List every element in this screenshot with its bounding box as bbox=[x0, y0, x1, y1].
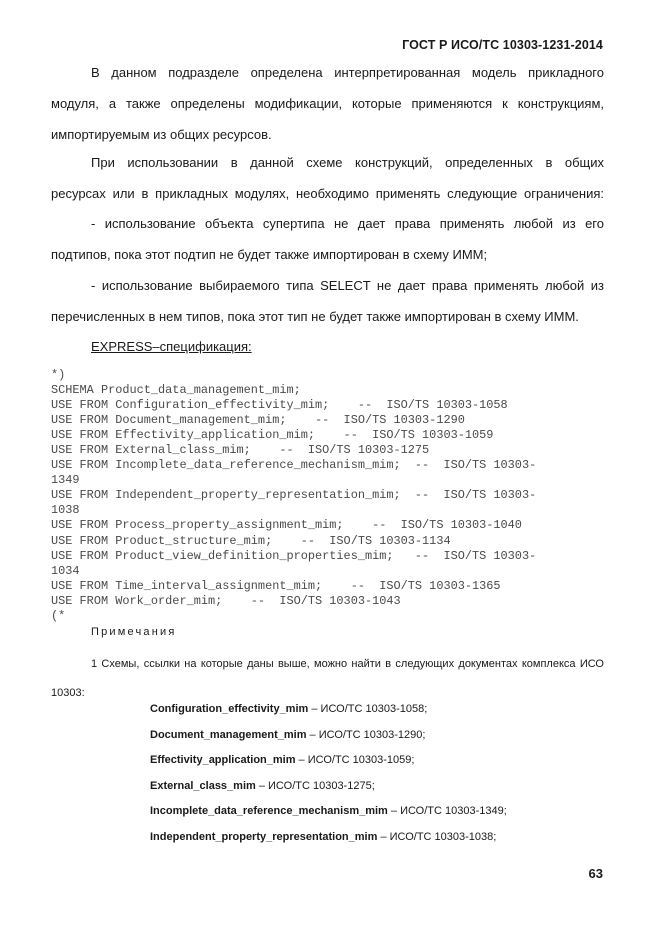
express-spec-heading: EXPRESS–спецификация: bbox=[91, 339, 252, 354]
schema-document: – ИСО/ТС 10303-1058; bbox=[308, 703, 428, 715]
text-line: 10303: bbox=[51, 687, 85, 699]
reference-item bbox=[150, 700, 507, 726]
schema-name: Incomplete_data_reference_mechanism_mim bbox=[150, 805, 388, 817]
schema-name: Configuration_effectivity_mim bbox=[150, 703, 309, 715]
code-line: *) bbox=[51, 368, 66, 382]
reference-item bbox=[150, 828, 507, 854]
text-line: При использовании в данной схеме конструкций, определенных в общих bbox=[91, 155, 604, 170]
text-line: - использование объекта супертипа не дает права применять любой из его bbox=[91, 216, 604, 231]
code-line: USE FROM Independent_property_representation_mim; -- ISO/TS 10303- bbox=[51, 488, 537, 503]
text-line: импортируемым из общих ресурсов. bbox=[51, 127, 272, 142]
bullet-supertype bbox=[51, 208, 604, 270]
reference-item bbox=[150, 777, 507, 803]
schema-name: Document_management_mim bbox=[150, 728, 307, 741]
code-line: USE FROM Effectivity_application_mim; -- ISO/TS 10303-1059 bbox=[51, 428, 494, 443]
text-line: В данном подразделе определена интерпретированная модель прикладного bbox=[91, 65, 604, 80]
code-line: USE FROM Configuration_effectivity_mim; -- ISO/TS 10303-1058 bbox=[51, 398, 508, 413]
document-header: ГОСТ Р ИСО/ТС 10303-1231-2014 bbox=[402, 38, 603, 52]
reference-item bbox=[150, 726, 507, 752]
text-line: модуля, а также определены модификации, которые применяются к конструкциям, bbox=[51, 96, 604, 111]
schema-name: External_class_mim bbox=[150, 779, 256, 792]
text-line: - использование выбираемого типа SELECT не дает права применять любой из bbox=[91, 278, 604, 293]
code-line: USE FROM Incomplete_data_reference_mechanism_mim; -- ISO/TS 10303- bbox=[51, 458, 537, 473]
code-line: 1038 bbox=[51, 503, 80, 518]
reference-list bbox=[150, 700, 507, 853]
code-line: USE FROM Work_order_mim; -- ISO/TS 10303-1043 bbox=[51, 593, 401, 608]
text-line: подтипов, пока этот подтип не будет также импортирован в схему ИММ; bbox=[51, 247, 488, 262]
schema-document: – ИСО/ТС 10303-1349; bbox=[387, 805, 507, 817]
bullet-select bbox=[51, 270, 604, 332]
code-line: 1349 bbox=[51, 473, 80, 488]
code-line: (* bbox=[51, 608, 66, 623]
schema-name: Effectivity_application_mim bbox=[150, 754, 296, 766]
code-line: USE FROM Document_management_mim; -- ISO/TS 10303-1290 bbox=[51, 413, 465, 428]
express-code-block bbox=[51, 368, 536, 624]
schema-document: – ИСО/ТС 10303-1059; bbox=[295, 754, 415, 766]
code-line: USE FROM Product_structure_mim; -- ISO/TS 10303-1134 bbox=[51, 533, 451, 548]
code-line: 1034 bbox=[51, 563, 80, 578]
reference-item bbox=[150, 751, 507, 777]
text-line: ресурсах или в прикладных модулях, необходимо применять следующие ограничения: bbox=[51, 186, 604, 201]
constraints-paragraph bbox=[51, 147, 604, 209]
notes-title: Примечания bbox=[91, 626, 177, 638]
schema-document: – ИСО/ТС 10303-1275; bbox=[255, 779, 375, 792]
page-number: 63 bbox=[588, 866, 603, 881]
text-line: перечисленных в нем типов, пока этот тип не будет также импортирован в схему ИММ. bbox=[51, 309, 579, 324]
schema-document: – ИСО/ТС 10303-1038; bbox=[377, 830, 497, 843]
code-line: USE FROM Time_interval_assignment_mim; -- ISO/TS 10303-1365 bbox=[51, 578, 501, 593]
code-line: SCHEMA Product_data_management_mim; bbox=[51, 383, 301, 398]
text-line: 1 Схемы, ссылки на которые даны выше, можно найти в следующих документах комплекса ИСО bbox=[91, 658, 604, 670]
code-line: USE FROM Product_view_definition_properties_mim; -- ISO/TS 10303- bbox=[51, 548, 537, 563]
reference-item bbox=[150, 802, 507, 828]
intro-paragraph bbox=[51, 57, 604, 150]
code-line: USE FROM Process_property_assignment_mim; -- ISO/TS 10303-1040 bbox=[51, 518, 522, 533]
code-line: USE FROM External_class_mim; -- ISO/TS 10303-1275 bbox=[51, 443, 430, 458]
schema-name: Independent_property_representation_mim bbox=[150, 830, 378, 843]
schema-document: – ИСО/ТС 10303-1290; bbox=[306, 728, 426, 741]
